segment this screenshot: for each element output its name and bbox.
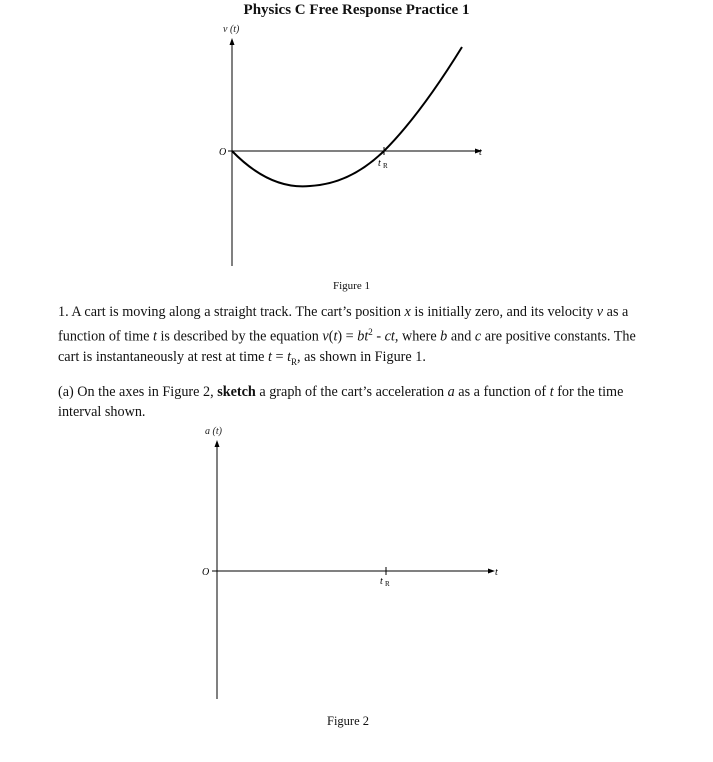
page-title: Physics C Free Response Practice 1 [243, 2, 470, 18]
question1-text: 1. A cart is moving along a straight track. The cart’s position x is initially zero, and its velocity v as a function of time t is described by the equation $v(t) = bt^2$ - ct, where b and c are positive constants. The cart is instantaneously at rest at time $t = t_R$, as shown in Figure 1. [58, 304, 636, 367]
figure1-y-arrow [230, 38, 235, 45]
figure2-graph [0, 430, 713, 710]
figure1-root-label-sub: R [383, 162, 388, 170]
figure2-y-axis-label: a (t) [205, 426, 222, 437]
figure1-y-axis-label: v (t) [223, 24, 240, 35]
figure2-tr-label-sub: R [385, 580, 390, 588]
figure2-y-arrow [215, 440, 220, 447]
figure1-root-label: t [378, 158, 381, 169]
figure1-caption: Figure 1 [333, 280, 370, 292]
part-a-text: (a) On the axes in Figure 2, sketch a graph of the cart’s acceleration a as a function of t for the time interval shown. [58, 384, 624, 420]
figure1-velocity-curve [232, 47, 462, 186]
figure1-graph [0, 0, 713, 300]
figure2-x-axis-label: t [495, 567, 498, 578]
figure2-tr-label: t [380, 576, 383, 587]
figure2-x-arrow [488, 569, 495, 574]
figure1-x-axis-label: t [479, 147, 482, 158]
figure2-origin-label: O [202, 567, 210, 578]
figure1-origin-label: O [219, 147, 227, 158]
figure2-caption: Figure 2 [327, 714, 370, 728]
